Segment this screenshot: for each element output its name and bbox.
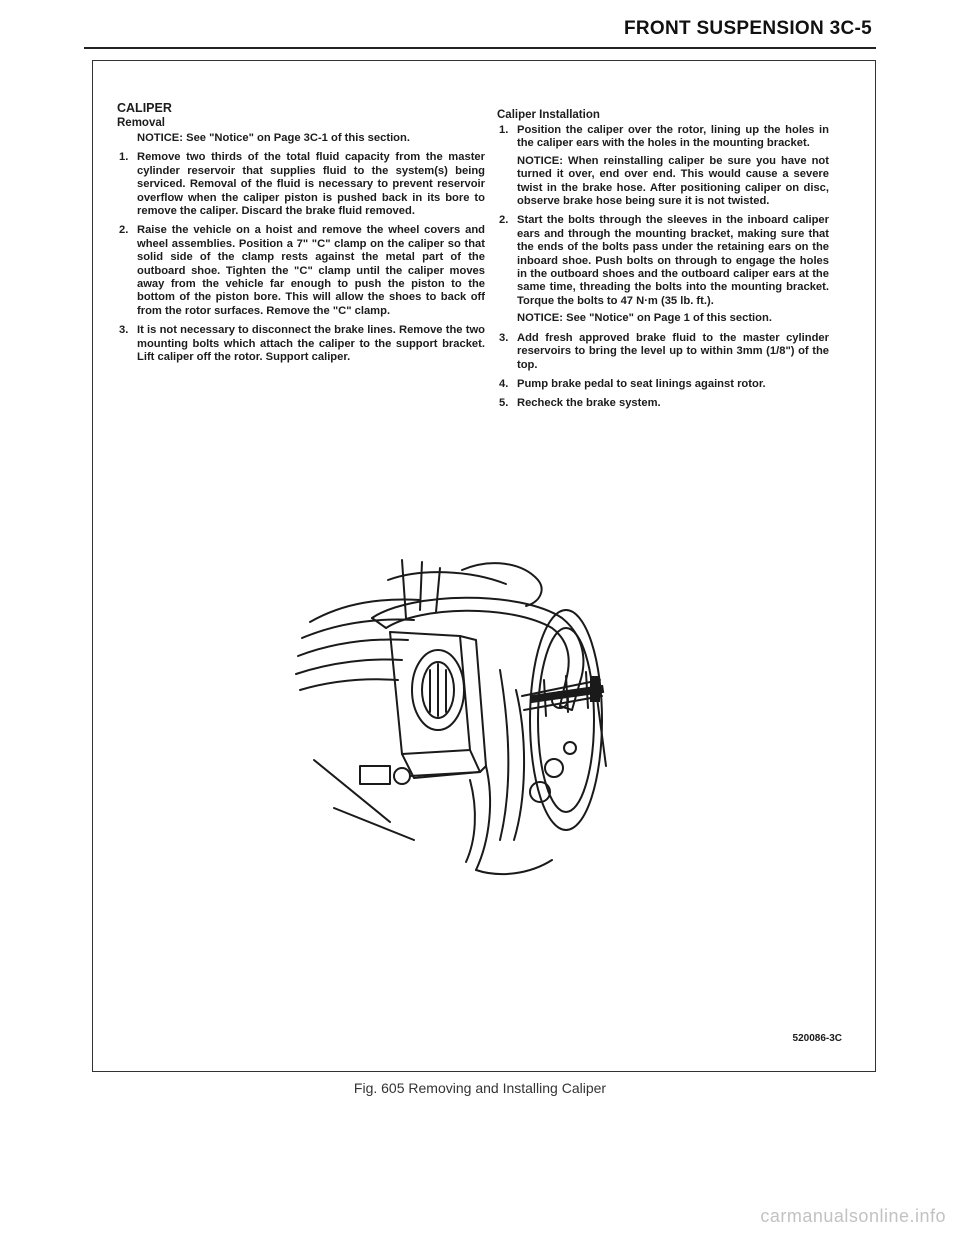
removal-notice [137, 132, 485, 145]
removal-step [117, 224, 485, 318]
step-notice [517, 155, 829, 209]
watermark: carmanualsonline.info [760, 1206, 946, 1226]
installation-step [497, 124, 829, 208]
step-text: It is not necessary to disconnect the brake lines. Remove the two mounting bolts which attach the caliper to the support bracket. Lift caliper off the rotor. Support caliper. [137, 324, 485, 364]
installation-step [497, 332, 829, 372]
installation-steps [497, 124, 829, 411]
caliper-illustration [290, 540, 620, 885]
step-text: Position the caliper over the rotor, lining up the holes in the caliper ears with the holes in the mounting bracket. [517, 124, 829, 150]
removal-step [117, 151, 485, 218]
installation-step [497, 397, 829, 410]
step-number: 2. [499, 214, 509, 227]
notice-label: NOTICE: [137, 132, 183, 144]
figure-id: 520086-3C [792, 1033, 842, 1044]
step-notice [517, 312, 829, 325]
header-rule [84, 47, 876, 49]
removal-subtitle: Removal [117, 117, 165, 129]
installation-subtitle: Caliper Installation [497, 109, 600, 121]
step-number: 2. [119, 224, 129, 237]
step-text: Recheck the brake system. [517, 397, 661, 410]
notice-text: See "Notice" on Page 3C-1 of this section. [186, 132, 410, 144]
step-text: Start the bolts through the sleeves in the inboard caliper ears and through the mounting bracket, making sure that the ends of the bolts pass under the retaining ears on the inboard shoe. Push bolts on through to engage the holes in the outboard shoes and the outboard caliper ears at the same time, threading the bolts into the mounting bracket. Torque the bolts to 47 N·m (35 lb. ft.). [517, 214, 829, 307]
step-number: 3. [119, 324, 129, 337]
step-number: 5. [499, 397, 509, 410]
caliper-installation-column [497, 108, 829, 417]
section-title: CALIPER [117, 101, 172, 115]
step-number: 1. [119, 151, 129, 164]
figure-caption: Fig. 605 Removing and Installing Caliper [353, 1080, 607, 1096]
installation-step [497, 378, 829, 391]
installation-step [497, 214, 829, 325]
step-text: Add fresh approved brake fluid to the master cylinder reservoirs to bring the level up to within 3mm (1/8") of the top. [517, 331, 829, 371]
removal-step [117, 324, 485, 364]
caliper-removal-column [117, 100, 485, 371]
step-text: Pump brake pedal to seat linings against rotor. [517, 377, 766, 390]
step-number: 4. [499, 377, 509, 390]
step-number: 1. [499, 124, 509, 136]
notice-label: NOTICE: [517, 154, 563, 167]
notice-label: NOTICE: [517, 312, 563, 325]
step-text: Raise the vehicle on a hoist and remove the wheel covers and wheel assemblies. Position a 7" "C" clamp on the caliper so that solid side of the clamp rests against the metal part of the outboard shoe. Tighten the "C" clamp until the caliper moves away from the vehicle far enough to push the piston to the bottom of the piston bore. This will allow the shoes to back off from the rotor surfaces. Remove the "C" clamp. [137, 224, 485, 317]
step-text: Remove two thirds of the total fluid capacity from the master cylinder reservoir that supplies fluid to the system(s) being serviced. Removal of the fluid is necessary to prevent reservoir overflow when the caliper piston is pushed back in its bore to remove the caliper. Discard the brake fluid removed. [137, 151, 485, 218]
notice-text: When reinstalling caliper be sure you have not turned it over, end over end. This would cause a severe twist in the brake hose. After positioning caliper on disc, observe brake hose being sure it is not twisted. [517, 154, 829, 208]
page-header: FRONT SUSPENSION 3C-5 [623, 18, 872, 39]
removal-steps [117, 151, 485, 364]
step-number: 3. [499, 331, 509, 344]
notice-text: See "Notice" on Page 1 of this section. [566, 312, 772, 325]
